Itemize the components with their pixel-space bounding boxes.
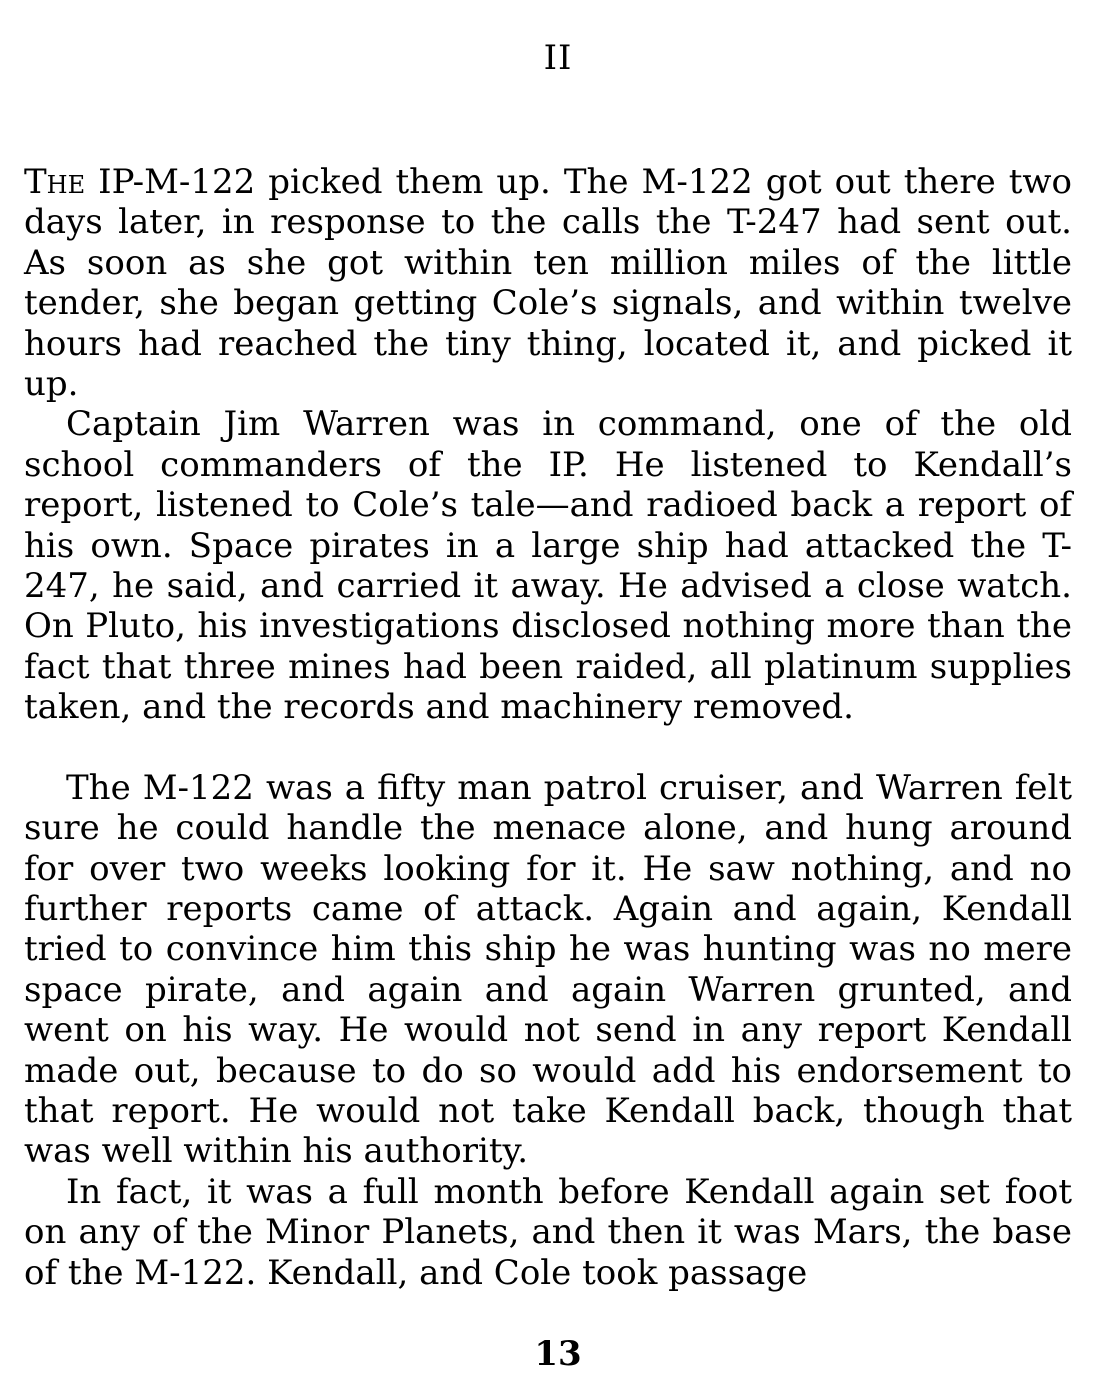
paragraph-2: Captain Jim Warren was in command, one of the old school commanders of the IP. He listened to Kendall’s report, listened to Cole’s tale—and radioed back a report of his own. Space pirates in a large ship had attacked the T-247, he said, and carried it away. He advised a close watch. On Pluto, his investigations disclosed nothing more than the fact that three mines had been raided, all platinum supplies taken, and the records and machinery removed.: [24, 404, 1072, 728]
chapter-heading: II: [543, 38, 573, 78]
paragraph-text: IP-M-122 picked them up. The M-122 got out there two days later, in response to the calls the T-247 had sent out. As soon as she got within ten million miles of the little tender, she began getting Cole’s signals, and within twelve hours had reached the tiny thing, located it, and picked it up.: [24, 162, 1072, 405]
body-text: [24, 162, 1072, 1293]
lead-word: The: [24, 162, 86, 202]
page-number: 13: [534, 1334, 582, 1374]
paragraph-4: In fact, it was a full month before Kendall again set foot on any of the Minor Planets, and then it was Mars, the base of the M-122. Kendall, and Cole took passage: [24, 1171, 1072, 1293]
paragraph-3: The M-122 was a fifty man patrol cruiser, and Warren felt sure he could handle the menace alone, and hung around for over two weeks looking for it. He saw nothing, and no further reports came of attack. Again and again, Kendall tried to convince him this ship he was hunting was no mere space pirate, and again and again Warren grunted, and went on his way. He would not send in any report Kendall made out, because to do so would add his endorsement to that report. He would not take Kendall back, though that was well within his authority.: [24, 767, 1072, 1172]
paragraph-1: [24, 162, 1072, 404]
